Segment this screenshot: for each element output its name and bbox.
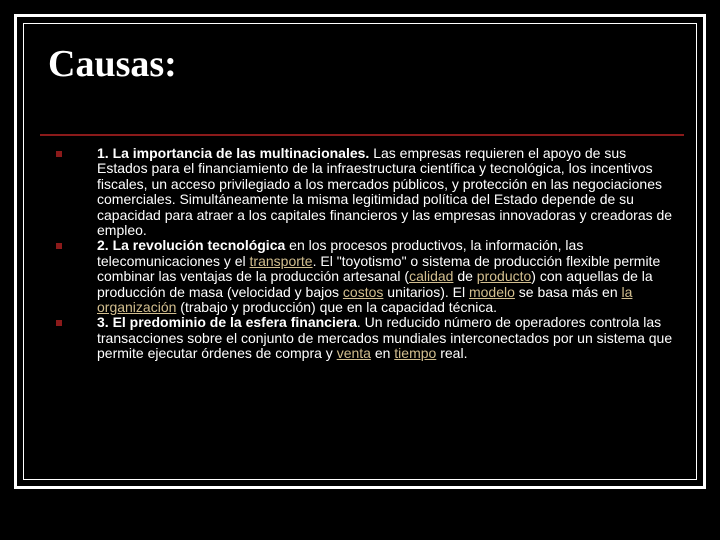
list-item-revolucion-tecnologica [48,238,678,315]
list-item-esfera-financiera [48,315,678,361]
link-calidad[interactable]: calidad [409,268,454,285]
item-text [97,146,678,238]
square-bullet-icon [56,151,62,157]
link-venta[interactable]: venta [336,345,371,362]
item-body: ) con aquellas de la producción de masa (velocidad y bajos [97,268,653,300]
link-modelo[interactable]: modelo [468,283,515,300]
item-body: Las empresas requieren el apoyo de sus Estados para el financiamiento de la infraestructura científica y tecnológica, los incentivos fiscales, un acceso privilegiado a los mercados públicos, y protección en las negociaciones comerciales. Simultáneamente la misma legitimidad política del Estado depende de su capacidad para atraer a los capitales financieros y las empresas innovadoras y creadoras de empleo. [97,145,673,239]
square-bullet-icon [56,243,62,249]
item-text [97,238,678,315]
item-heading: 3. El predominio de la esfera financiera [97,314,357,331]
item-body: (trabajo y producción) que en la capacidad técnica. [176,299,498,316]
item-body: real. [436,345,468,362]
item-heading: 2. La revolución tecnológica [97,237,286,254]
item-body: se basa más en [514,283,622,300]
item-body: en [370,345,395,362]
title-divider [40,134,684,136]
item-body: unitarios). El [383,283,469,300]
item-text [97,315,678,361]
item-heading: 1. La importancia de las multinacionales. [97,145,370,161]
item-body: de [453,268,477,285]
item-body: . Un reducido número de operadores controla las transacciones sobre el conjunto de mercados mundiales interconectados por un sistema que permite ejecutar órdenes de compra y [97,314,673,362]
list-item-multinacionales [48,146,678,238]
link-tiempo[interactable]: tiempo [394,345,437,362]
link-transporte[interactable]: transporte [249,252,313,269]
slide-title: Causas: [48,43,177,85]
link-la-organizacion[interactable]: la organización [97,283,633,316]
square-bullet-icon [56,320,62,326]
bullet-list [48,146,678,362]
item-body: en los procesos productivos, la información, las telecomunicaciones y el [97,237,584,269]
item-body: . El "toyotismo" o sistema de producción flexible permite combinar las ventajas de la producción artesanal ( [97,252,661,285]
link-costos[interactable]: costos [342,283,384,300]
link-producto[interactable]: producto [476,268,532,285]
